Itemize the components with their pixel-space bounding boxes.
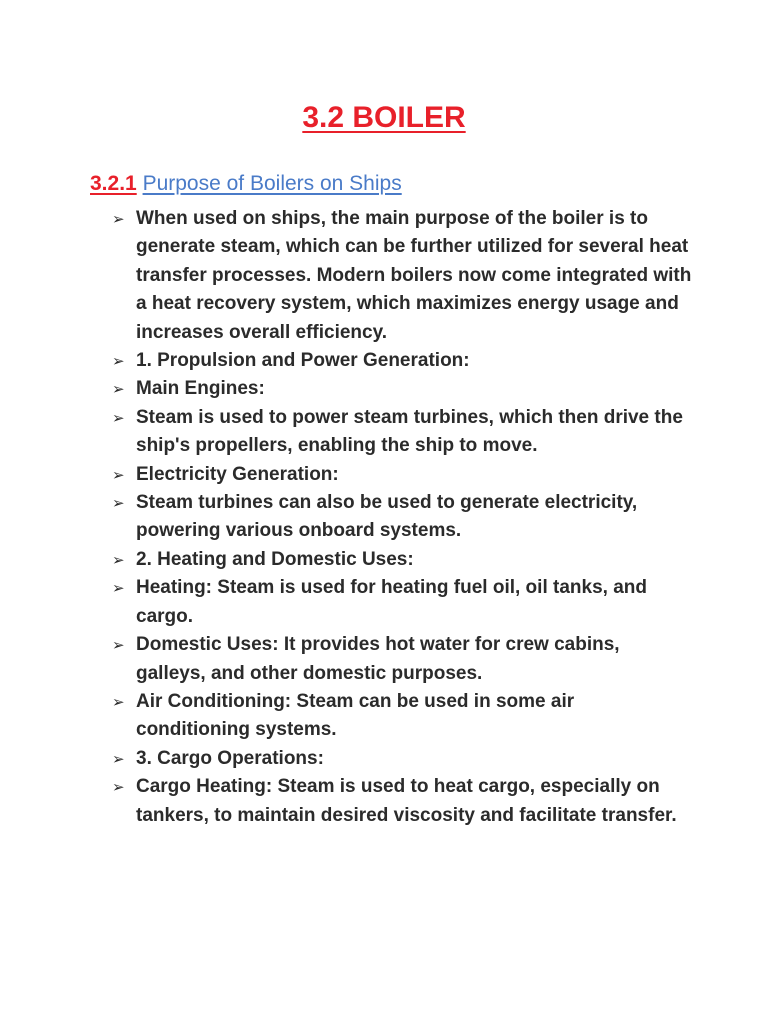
arrow-bullet-icon: ➢ <box>112 749 125 768</box>
page-title <box>0 98 768 138</box>
arrow-bullet-icon: ➢ <box>112 210 125 228</box>
arrow-bullet-icon: ➢ <box>112 579 125 598</box>
list-item-text: Electricity Generation: <box>136 463 339 485</box>
list-item-text: Main Engines: <box>136 378 265 400</box>
arrow-bullet-icon: ➢ <box>112 550 125 569</box>
list-item <box>112 631 692 688</box>
list-item <box>112 404 692 461</box>
list-item <box>112 688 692 745</box>
list-item-text: Air Conditioning: Steam can be used in some air conditioning systems. <box>136 690 575 741</box>
list-item <box>112 205 692 347</box>
arrow-bullet-icon: ➢ <box>112 380 125 399</box>
list-item <box>112 574 692 631</box>
bullet-list <box>112 205 692 830</box>
arrow-bullet-icon: ➢ <box>112 352 125 371</box>
section-title: Purpose of Boilers on Ships <box>142 172 402 195</box>
list-item-text: Steam turbines can also be used to generate electricity, powering various onboard systems. <box>136 492 638 542</box>
page-title-text: 3.2 BOILER <box>302 101 466 134</box>
list-item <box>112 546 692 574</box>
list-item <box>112 773 692 830</box>
list-item <box>112 745 692 773</box>
list-item <box>112 375 692 403</box>
arrow-bullet-icon: ➢ <box>112 778 125 797</box>
list-item <box>112 489 692 546</box>
list-item-text: Heating: Steam is used for heating fuel oil, oil tanks, and cargo. <box>136 577 647 627</box>
arrow-bullet-icon: ➢ <box>112 408 125 427</box>
section-heading <box>90 169 402 199</box>
list-item-text: 1. Propulsion and Power Generation: <box>136 350 470 372</box>
list-item-text: 2. Heating and Domestic Uses: <box>136 548 414 570</box>
list-item-text: When used on ships, the main purpose of the boiler is to generate steam, which can be further utilized for several heat transfer processes. Modern boilers now come integrated with a heat recovery system, which maximizes energy usage and increases overall efficiency. <box>136 208 692 343</box>
arrow-bullet-icon: ➢ <box>112 465 125 484</box>
list-item-text: Steam is used to power steam turbines, which then drive the ship's propellers, enabling the ship to move. <box>136 406 683 457</box>
list-item <box>112 347 692 375</box>
section-number: 3.2.1 <box>90 172 137 195</box>
list-item-text: Cargo Heating: Steam is used to heat cargo, especially on tankers, to maintain desired viscosity and facilitate transfer. <box>136 776 677 826</box>
list-item-text: 3. Cargo Operations: <box>136 747 324 769</box>
list-item-text: Domestic Uses: It provides hot water for crew cabins, galleys, and other domestic purposes. <box>136 634 620 684</box>
list-item <box>112 461 692 489</box>
arrow-bullet-icon: ➢ <box>112 494 125 513</box>
arrow-bullet-icon: ➢ <box>112 636 125 655</box>
arrow-bullet-icon: ➢ <box>112 692 125 711</box>
